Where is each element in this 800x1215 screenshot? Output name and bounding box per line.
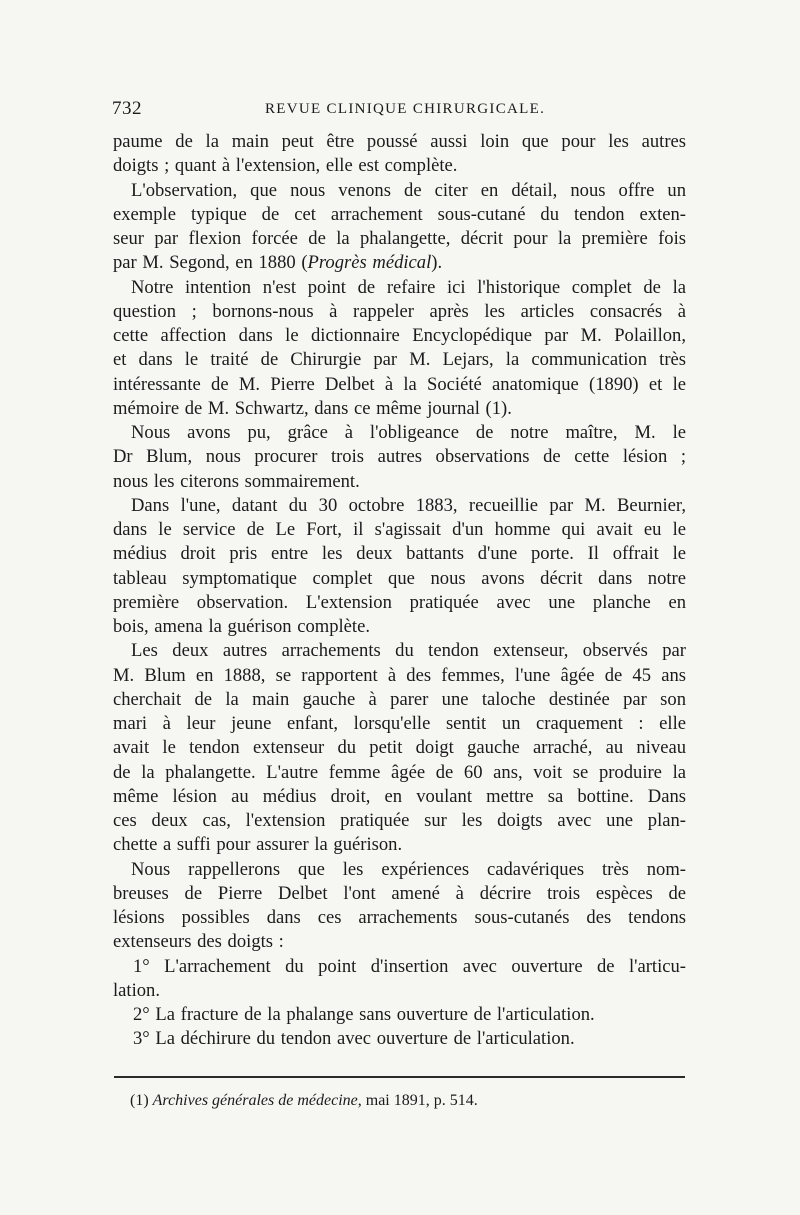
text-line: par M. Segond, en 1880 (Progrès médical). [113,252,443,274]
text-line: doigts ; quant à l'extension, elle est complète. [113,155,458,177]
text-line: extenseurs des doigts : [113,931,284,953]
paragraph [113,494,686,640]
text-line: avait le tendon extenseur du petit doigt gauche arraché, au niveau [113,737,686,759]
text-line: dans le service de Le Fort, il s'agissait d'un homme qui avait eu le [113,519,686,540]
text-line: première observation. L'extension pratiquée avec une planche en [113,591,686,613]
text-line: de la phalangette. L'autre femme âgée de 60 ans, voit se produire la [113,761,686,783]
footnote-details: , mai 1891, p. 514. [357,1092,478,1109]
paragraph [113,421,686,494]
text-line: lation. [113,979,160,1001]
text-line: lésions possibles dans ces arrachements sous-cutanés des tendons [113,907,686,928]
text-line: bois, amena la guérison complète. [113,616,371,637]
text-line: M. Blum en 1888, se rapportent à des femmes, l'une âgée de 45 ans [113,664,686,686]
paragraph [113,276,686,422]
text-line: Nous avons pu, grâce à l'obligeance de notre maître, M. le [131,422,686,443]
text-line: cherchait de la main gauche à parer une taloche destinée par son [113,688,686,710]
text-line: et dans le traité de Chirurgie par M. Lejars, la communication très [113,349,686,371]
text-line: question ; bornons-nous à rappeler après les articles consacrés à [113,300,686,322]
text-line: Les deux autres arrachements du tendon extenseur, observés par [131,640,686,662]
text-line: 2° La fracture de la phalange sans ouverture de l'articulation. [133,1004,595,1025]
page-number: 732 [112,98,142,119]
paragraph [113,639,686,857]
text-line: breuses de Pierre Delbet l'ont amené à décrire trois espèces de [113,882,686,904]
text-line: intéressante de M. Pierre Delbet à la Société anatomique (1890) et le [113,373,686,395]
text-line: mémoire de M. Schwartz, dans ce même journal (1). [113,397,512,419]
text-line: tableau symptomatique complet que nous avons décrit dans notre [113,567,686,589]
list-item [113,1003,686,1027]
text-line: paume de la main peut être poussé aussi loin que pour les autres [113,131,686,152]
text-line: 1° L'arrachement du point d'insertion avec ouverture de l'articu- [133,955,686,977]
footnote [130,1092,478,1110]
paragraph [113,858,686,955]
text-line: chette a suffi pour assurer la guérison. [113,834,403,856]
text-line: Nous rappellerons que les expériences cadavériques très nom- [131,858,686,880]
text-line: mari à leur jeune enfant, lorsqu'elle sentit un craquement : elle [113,713,686,734]
text-line: 3° La déchirure du tendon avec ouverture de l'articulation. [133,1028,575,1050]
text-line: Notre intention n'est point de refaire ici l'historique complet de la [131,276,686,298]
text-line: même lésion au médius droit, en voulant mettre sa bottine. Dans [113,785,686,807]
text-line: L'observation, que nous venons de citer en détail, nous offre un [131,179,686,201]
running-head [112,98,687,122]
footnote-marker: (1) [130,1092,149,1109]
journal-title: REVUE CLINIQUE CHIRURGICALE. [265,101,546,117]
text-line: seur par flexion forcée de la phalangette, décrit pour la première fois [113,228,686,249]
text-line: cette affection dans le dictionnaire Encyclopédique par M. Polaillon, [113,325,686,346]
text-line: nous les citerons sommairement. [113,470,360,492]
paragraph [113,130,686,179]
list-item [113,1027,686,1051]
body-text [113,130,686,1052]
list-item [113,955,686,1004]
text-line: ces deux cas, l'extension pratiquée sur les doigts avec une plan- [113,810,686,831]
paragraph [113,179,686,276]
text-line: Dans l'une, datant du 30 octobre 1883, recueillie par M. Beurnier, [131,494,686,516]
text-line: médius droit pris entre les deux battants d'une porte. Il offrait le [113,543,686,565]
text-line: Dr Blum, nous procurer trois autres observations de cette lésion ; [113,446,686,468]
footnote-source: Archives générales de médecine [152,1092,358,1109]
footnote-rule [114,1076,685,1078]
text-line: exemple typique de cet arrachement sous-cutané du tendon exten- [113,203,686,225]
